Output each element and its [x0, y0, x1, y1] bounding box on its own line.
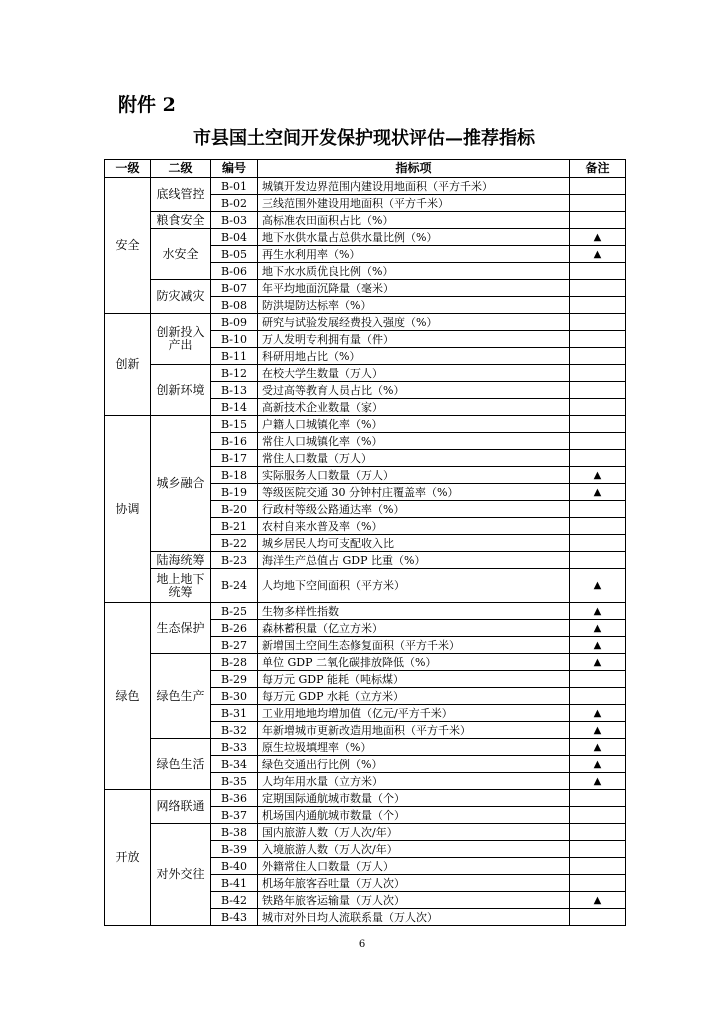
note-cell: ▲	[570, 654, 626, 671]
table-row	[105, 280, 626, 297]
note-cell: ▲	[570, 705, 626, 722]
code-cell: B-25	[211, 603, 258, 620]
indicator-cell: 常住人口数量（万人）	[258, 450, 570, 467]
code-cell: B-06	[211, 263, 258, 280]
code-cell: B-21	[211, 518, 258, 535]
code-cell: B-13	[211, 382, 258, 399]
indicator-cell: 原生垃圾填埋率（%）	[258, 739, 570, 756]
code-cell: B-42	[211, 892, 258, 909]
indicator-cell: 户籍人口城镇化率（%）	[258, 416, 570, 433]
note-cell	[570, 212, 626, 229]
header-indicator: 指标项	[258, 160, 570, 178]
level2-cell: 绿色生产	[151, 654, 211, 739]
table-header-row	[105, 160, 626, 178]
indicator-cell: 受过高等教育人员占比（%）	[258, 382, 570, 399]
indicator-cell: 科研用地占比（%）	[258, 348, 570, 365]
document-title: 市县国土空间开发保护现状评估—推荐指标	[193, 128, 535, 149]
code-cell: B-16	[211, 433, 258, 450]
level2-cell: 生态保护	[151, 603, 211, 654]
level2-cell: 创新投入产出	[151, 314, 211, 365]
note-cell	[570, 552, 626, 569]
table-row	[105, 654, 626, 671]
indicator-cell: 常住人口城镇化率（%）	[258, 433, 570, 450]
note-cell: ▲	[570, 739, 626, 756]
level1-cell: 协调	[105, 416, 151, 603]
code-cell: B-17	[211, 450, 258, 467]
code-cell: B-19	[211, 484, 258, 501]
table-row	[105, 212, 626, 229]
code-cell: B-35	[211, 773, 258, 790]
attachment-label: 附件 2	[118, 94, 176, 116]
note-cell	[570, 858, 626, 875]
level2-cell: 绿色生活	[151, 739, 211, 790]
header-code: 编号	[211, 160, 258, 178]
indicator-cell: 国内旅游人数（万人次/年）	[258, 824, 570, 841]
note-cell	[570, 178, 626, 195]
indicator-cell: 单位 GDP 二氧化碳排放降低（%）	[258, 654, 570, 671]
indicator-cell: 机场年旅客吞吐量（万人次）	[258, 875, 570, 892]
table-row	[105, 314, 626, 331]
table-row	[105, 552, 626, 569]
code-cell: B-24	[211, 569, 258, 603]
level2-cell: 粮食安全	[151, 212, 211, 229]
code-cell: B-27	[211, 637, 258, 654]
level2-cell: 底线管控	[151, 178, 211, 212]
indicator-cell: 绿色交通出行比例（%）	[258, 756, 570, 773]
indicator-cell: 工业用地地均增加值（亿元/平方千米）	[258, 705, 570, 722]
note-cell: ▲	[570, 246, 626, 263]
code-cell: B-15	[211, 416, 258, 433]
indicator-cell: 防洪堤防达标率（%）	[258, 297, 570, 314]
indicator-cell: 铁路年旅客运输量（万人次）	[258, 892, 570, 909]
code-cell: B-18	[211, 467, 258, 484]
code-cell: B-41	[211, 875, 258, 892]
table-row	[105, 824, 626, 841]
code-cell: B-04	[211, 229, 258, 246]
level2-cell: 对外交往	[151, 824, 211, 926]
indicator-cell: 三线范围外建设用地面积（平方千米）	[258, 195, 570, 212]
indicator-cell: 实际服务人口数量（万人）	[258, 467, 570, 484]
note-cell	[570, 433, 626, 450]
header-level1: 一级	[105, 160, 151, 178]
table-row	[105, 416, 626, 433]
note-cell: ▲	[570, 569, 626, 603]
indicator-cell: 机场国内通航城市数量（个）	[258, 807, 570, 824]
note-cell: ▲	[570, 637, 626, 654]
indicator-cell: 新增国土空间生态修复面积（平方千米）	[258, 637, 570, 654]
note-cell: ▲	[570, 756, 626, 773]
code-cell: B-20	[211, 501, 258, 518]
note-cell: ▲	[570, 467, 626, 484]
code-cell: B-10	[211, 331, 258, 348]
indicator-cell: 每万元 GDP 能耗（吨标煤）	[258, 671, 570, 688]
table-row	[105, 365, 626, 382]
table-row	[105, 569, 626, 603]
code-cell: B-12	[211, 365, 258, 382]
indicator-cell: 每万元 GDP 水耗（立方米）	[258, 688, 570, 705]
indicator-cell: 海洋生产总值占 GDP 比重（%）	[258, 552, 570, 569]
note-cell	[570, 314, 626, 331]
indicator-cell: 年新增城市更新改造用地面积（平方千米）	[258, 722, 570, 739]
note-cell	[570, 875, 626, 892]
note-cell	[570, 280, 626, 297]
level1-cell: 安全	[105, 178, 151, 314]
code-cell: B-08	[211, 297, 258, 314]
indicator-cell: 定期国际通航城市数量（个）	[258, 790, 570, 807]
table-row	[105, 790, 626, 807]
note-cell	[570, 195, 626, 212]
indicator-cell: 高新技术企业数量（家）	[258, 399, 570, 416]
code-cell: B-26	[211, 620, 258, 637]
code-cell: B-37	[211, 807, 258, 824]
note-cell	[570, 535, 626, 552]
level2-cell: 网络联通	[151, 790, 211, 824]
code-cell: B-30	[211, 688, 258, 705]
indicator-cell: 外籍常住人口数量（万人）	[258, 858, 570, 875]
note-cell	[570, 263, 626, 280]
note-cell	[570, 807, 626, 824]
indicator-cell: 城乡居民人均可支配收入比	[258, 535, 570, 552]
indicator-cell: 入境旅游人数（万人次/年）	[258, 841, 570, 858]
level2-cell: 创新环境	[151, 365, 211, 416]
code-cell: B-39	[211, 841, 258, 858]
note-cell	[570, 841, 626, 858]
note-cell	[570, 790, 626, 807]
note-cell	[570, 501, 626, 518]
note-cell	[570, 518, 626, 535]
indicator-cell: 万人发明专利拥有量（件）	[258, 331, 570, 348]
level2-cell: 防灾减灾	[151, 280, 211, 314]
indicator-table	[104, 159, 626, 926]
level1-cell: 绿色	[105, 603, 151, 790]
header-level2: 二级	[151, 160, 211, 178]
note-cell: ▲	[570, 773, 626, 790]
code-cell: B-11	[211, 348, 258, 365]
table-row	[105, 739, 626, 756]
note-cell	[570, 365, 626, 382]
note-cell	[570, 297, 626, 314]
level1-cell: 开放	[105, 790, 151, 926]
code-cell: B-28	[211, 654, 258, 671]
indicator-cell: 在校大学生数量（万人）	[258, 365, 570, 382]
level2-cell: 地上地下统筹	[151, 569, 211, 603]
level2-cell: 水安全	[151, 229, 211, 280]
indicator-cell: 人均年用水量（立方米）	[258, 773, 570, 790]
code-cell: B-36	[211, 790, 258, 807]
code-cell: B-40	[211, 858, 258, 875]
code-cell: B-14	[211, 399, 258, 416]
table-row	[105, 229, 626, 246]
indicator-cell: 再生水利用率（%）	[258, 246, 570, 263]
indicator-cell: 城市对外日均人流联系量（万人次）	[258, 909, 570, 926]
note-cell: ▲	[570, 484, 626, 501]
note-cell	[570, 688, 626, 705]
indicator-cell: 地下水水质优良比例（%）	[258, 263, 570, 280]
code-cell: B-07	[211, 280, 258, 297]
code-cell: B-09	[211, 314, 258, 331]
code-cell: B-03	[211, 212, 258, 229]
code-cell: B-23	[211, 552, 258, 569]
note-cell	[570, 348, 626, 365]
indicator-cell: 等级医院交通 30 分钟村庄覆盖率（%）	[258, 484, 570, 501]
code-cell: B-31	[211, 705, 258, 722]
indicator-cell: 研究与试验发展经费投入强度（%）	[258, 314, 570, 331]
table-row	[105, 603, 626, 620]
code-cell: B-38	[211, 824, 258, 841]
indicator-cell: 年平均地面沉降量（毫米）	[258, 280, 570, 297]
note-cell	[570, 824, 626, 841]
code-cell: B-34	[211, 756, 258, 773]
indicator-cell: 森林蓄积量（亿立方米）	[258, 620, 570, 637]
note-cell: ▲	[570, 603, 626, 620]
code-cell: B-05	[211, 246, 258, 263]
level2-cell: 城乡融合	[151, 416, 211, 552]
note-cell	[570, 416, 626, 433]
note-cell: ▲	[570, 722, 626, 739]
note-cell	[570, 909, 626, 926]
code-cell: B-29	[211, 671, 258, 688]
note-cell	[570, 450, 626, 467]
header-note: 备注	[570, 160, 626, 178]
code-cell: B-33	[211, 739, 258, 756]
indicator-cell: 生物多样性指数	[258, 603, 570, 620]
indicator-cell: 地下水供水量占总供水量比例（%）	[258, 229, 570, 246]
note-cell: ▲	[570, 620, 626, 637]
note-cell	[570, 382, 626, 399]
code-cell: B-22	[211, 535, 258, 552]
indicator-cell: 人均地下空间面积（平方米）	[258, 569, 570, 603]
note-cell: ▲	[570, 892, 626, 909]
level1-cell: 创新	[105, 314, 151, 416]
code-cell: B-01	[211, 178, 258, 195]
indicator-cell: 高标准农田面积占比（%）	[258, 212, 570, 229]
note-cell	[570, 399, 626, 416]
note-cell	[570, 671, 626, 688]
code-cell: B-32	[211, 722, 258, 739]
note-cell	[570, 331, 626, 348]
level2-cell: 陆海统筹	[151, 552, 211, 569]
table-row	[105, 178, 626, 195]
indicator-cell: 城镇开发边界范围内建设用地面积（平方千米）	[258, 178, 570, 195]
indicator-cell: 行政村等级公路通达率（%）	[258, 501, 570, 518]
code-cell: B-43	[211, 909, 258, 926]
page-number: 6	[358, 939, 366, 950]
code-cell: B-02	[211, 195, 258, 212]
note-cell: ▲	[570, 229, 626, 246]
indicator-cell: 农村自来水普及率（%）	[258, 518, 570, 535]
